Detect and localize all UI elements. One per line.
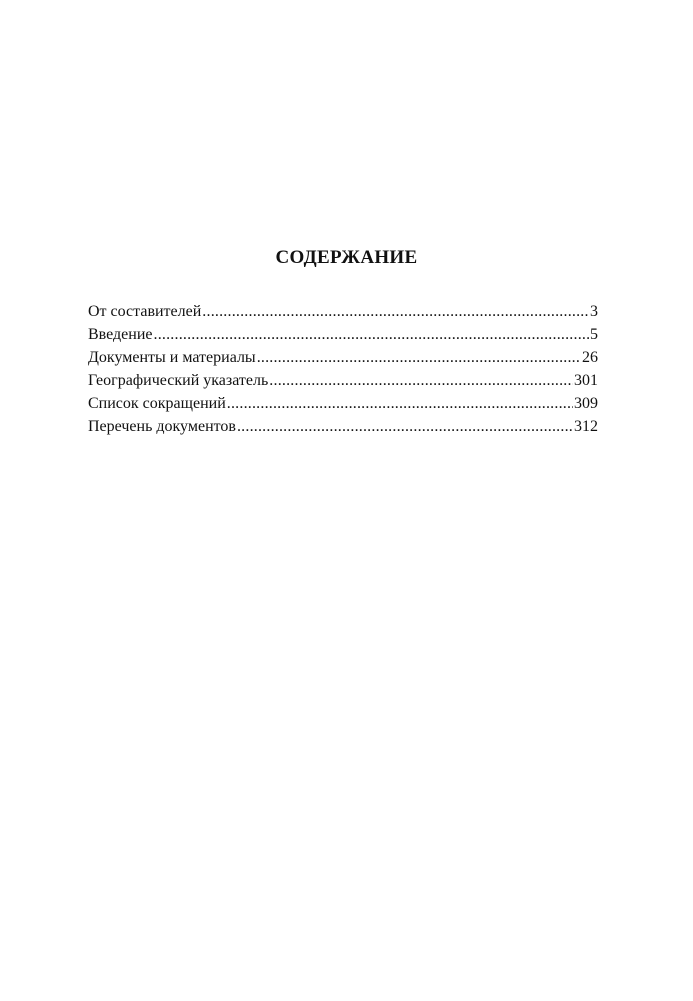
toc-entry xyxy=(88,392,598,415)
toc-entry xyxy=(88,323,598,346)
toc-entry xyxy=(88,346,598,369)
toc-entry xyxy=(88,415,598,438)
toc-entry-page: 309 xyxy=(574,395,598,412)
toc-entry xyxy=(88,369,598,392)
toc-dot-leader xyxy=(202,300,589,323)
table-of-contents xyxy=(88,300,598,438)
toc-entry xyxy=(88,300,598,323)
toc-entry-title: Перечень документов xyxy=(88,418,236,435)
toc-entry-title: Список сокращений xyxy=(88,395,226,412)
toc-entry-title: От составителей xyxy=(88,303,202,320)
toc-entry-page: 312 xyxy=(574,418,598,435)
toc-entry-title: Географический указатель xyxy=(88,372,269,389)
toc-entry-page: 3 xyxy=(590,303,598,320)
toc-entry-page: 301 xyxy=(574,372,598,389)
page-title: СОДЕРЖАНИЕ xyxy=(275,247,418,268)
toc-dot-leader xyxy=(269,369,573,392)
toc-dot-leader xyxy=(237,415,573,438)
toc-entry-page: 5 xyxy=(590,326,598,343)
toc-entry-title: Введение xyxy=(88,326,153,343)
toc-dot-leader xyxy=(154,323,590,346)
toc-dot-leader xyxy=(257,346,581,369)
toc-dot-leader xyxy=(227,392,573,415)
toc-entry-page: 26 xyxy=(582,349,598,366)
toc-entry-title: Документы и материалы xyxy=(88,349,256,366)
